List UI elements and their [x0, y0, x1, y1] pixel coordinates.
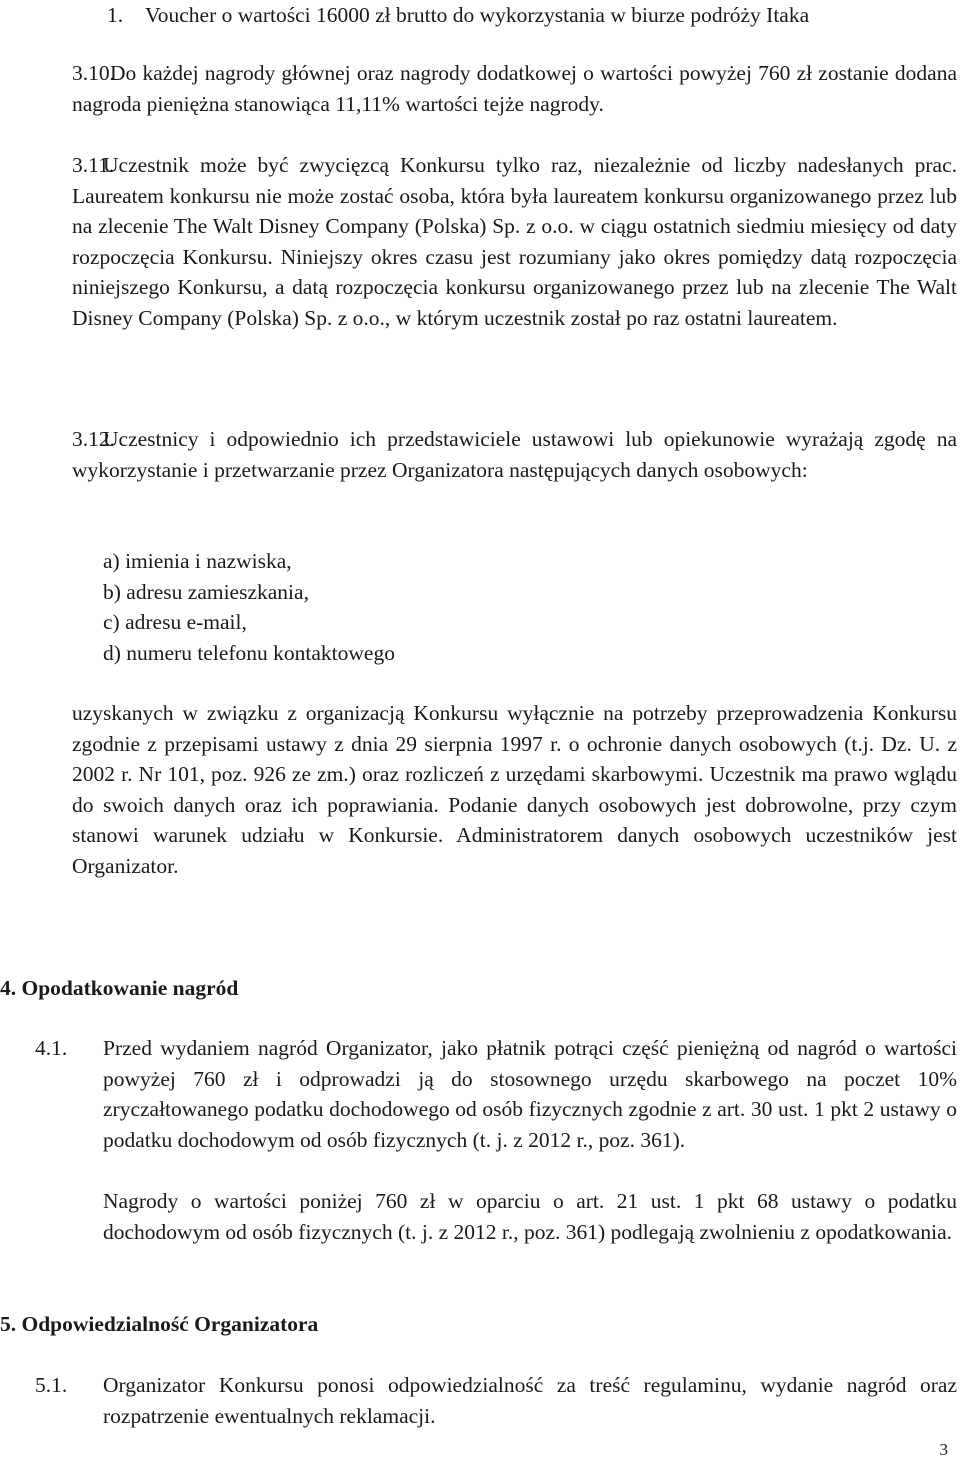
list-item: d) numeru telefonu kontaktowego	[103, 641, 395, 665]
paragraph-5-1: Organizator Konkursu ponosi odpowiedzialność za treść regulaminu, wydanie nagród oraz rozpatrzenie ewentualnych reklamacji.	[103, 1373, 957, 1428]
section-number: 3.12.	[72, 427, 115, 451]
paragraph-3-10: Do każdej nagrody głównej oraz nagrody dodatkowej o wartości powyżej 760 zł zostanie dodana nagroda pieniężna stanowiąca 11,11% wartości tejże nagrody.	[72, 61, 957, 116]
prize-item-text: Voucher o wartości 16000 zł brutto do wykorzystania w biurze podróży Itaka	[145, 3, 810, 27]
section-number: 3.10.	[72, 61, 115, 85]
list-item: a) imienia i nazwiska,	[103, 549, 292, 573]
paragraph-3-12-intro: Uczestnicy i odpowiednio ich przedstawiciele ustawowi lub opiekunowie wyrażają zgodę na wykorzystanie i przetwarzanie przez Organizatora następujących danych osobowych:	[72, 427, 957, 482]
section-number: 4.1.	[35, 1036, 68, 1060]
paragraph-4-1: Przed wydaniem nagród Organizator, jako płatnik potrąci część pieniężną od nagród o wartości powyżej 760 zł i odprowadzi ją do stosownego urzędu skarbowego na poczet 10% zryczałtowanego podatku dochodowego od osób fizycznych zgodnie z art. 30 ust. 1 pkt 2 ustawy o podatku dochodowym od osób fizycznych (t. j. z 2012 r., poz. 361).	[103, 1036, 957, 1152]
list-item: c) adresu e-mail,	[103, 610, 247, 634]
list-item: b) adresu zamieszkania,	[103, 580, 309, 604]
page-number: 3	[939, 1440, 948, 1459]
paragraph-3-11: Uczestnik może być zwycięzcą Konkursu tylko raz, niezależnie od liczby nadesłanych prac. Laureatem konkursu nie może zostać osoba, która była laureatem konkursu organizowanego przez lub na zlecenie The Walt Disney Company (Polska) Sp. z o.o. w ciągu ostatnich siedmiu miesięcy od daty rozpoczęcia Konkursu. Niniejszy okres czasu jest rozumiany jako okres pomiędzy datą rozpoczęcia niniejszego Konkursu, a datą rozpoczęcia konkursu organizowanego przez lub na zlecenie The Walt Disney Company (Polska) Sp. z o.o., w którym uczestnik został po raz ostatni laureatem.	[72, 153, 957, 330]
section-number: 5.1.	[35, 1373, 68, 1397]
paragraph-4-1-exemption: Nagrody o wartości poniżej 760 zł w oparciu o art. 21 ust. 1 pkt 68 ustawy o podatku dochodowym od osób fizycznych (t. j. z 2012 r., poz. 361) podlegają zwolnieniu z opodatkowania.	[103, 1189, 957, 1244]
list-number: 1.	[107, 3, 124, 27]
paragraph-3-12-outro: uzyskanych w związku z organizacją Konkursu wyłącznie na potrzeby przeprowadzenia Konkursu zgodnie z przepisami ustawy z dnia 29 sierpnia 1997 r. o ochronie danych osobowych (t.j. Dz. U. z 2002 r. Nr 101, poz. 926 ze zm.) oraz rozliczeń z urzędami skarbowymi. Uczestnik ma prawo wglądu do swoich danych oraz ich poprawiania. Podanie danych osobowych jest dobrowolne, przy czym stanowi warunek udziału w Konkursie. Administratorem danych osobowych uczestników jest Organizator.	[72, 701, 957, 878]
section-heading-5: 5. Odpowiedzialność Organizatora	[0, 1312, 319, 1336]
section-heading-4: 4. Opodatkowanie nagród	[0, 976, 239, 1000]
section-number: 3.11.	[72, 153, 115, 177]
